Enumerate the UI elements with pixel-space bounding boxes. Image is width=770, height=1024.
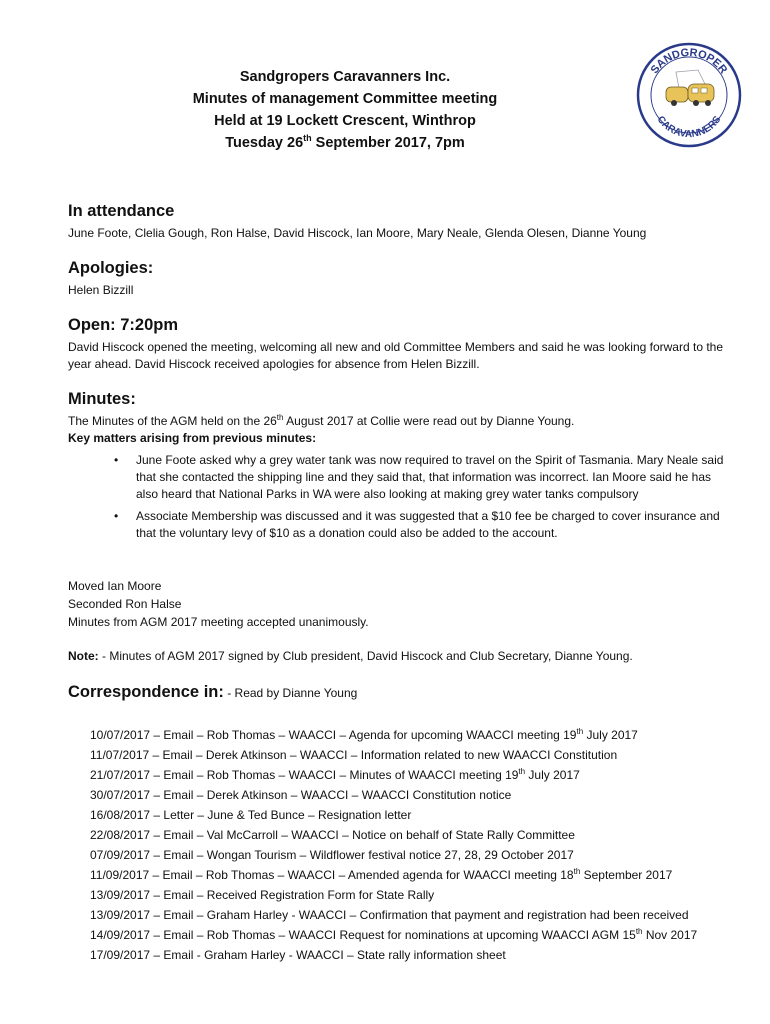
key-matters-label: Key matters arising from previous minutes: [68, 431, 317, 445]
meeting-title: Minutes of management Committee meeting [192, 91, 498, 107]
minutes-text: The Minutes of the AGM held on the 26th August 2017 at Collie were read out by Dianne Young. [68, 413, 575, 428]
apologies-heading: Apologies: [68, 259, 154, 277]
key-matters-list [68, 452, 728, 547]
list-item: 11/07/2017 – Email – Derek Atkinson – WAACCI – Information related to new WAACCI Constitution [90, 748, 618, 762]
meeting-location: Held at 19 Lockett Crescent, Winthrop [214, 113, 476, 129]
moved-by: Moved Ian Moore [68, 579, 162, 593]
list-item: 13/09/2017 – Email – Received Registration Form for State Rally [90, 888, 435, 902]
logo-top-text: SANDGROPER [648, 46, 730, 77]
list-item: 07/09/2017 – Email – Wongan Tourism – Wildflower festival notice 27, 28, 29 October 2017 [90, 848, 574, 862]
attendance-heading: In attendance [68, 202, 175, 220]
open-text: David Hiscock opened the meeting, welcoming all new and old Committee Members and said he was looking forward to the year ahead. David Hiscock received apologies for absence from Helen Bizzill. [68, 340, 724, 371]
organisation-name: Sandgropers Caravanners Inc. [239, 69, 451, 85]
minutes-accepted: Minutes from AGM 2017 meeting accepted unanimously. [68, 615, 369, 629]
correspondence-heading: Correspondence in: - Read by Dianne Young [68, 683, 358, 701]
meeting-date: Tuesday 26th September 2017, 7pm [225, 133, 465, 151]
minutes-note: Note: - Minutes of AGM 2017 signed by Club president, David Hiscock and Club Secretary, Dianne Young. [68, 649, 633, 663]
bullet-icon: • [114, 509, 119, 523]
club-logo [636, 42, 742, 148]
list-item: 14/09/2017 – Email – Rob Thomas – WAACCI Request for nominations at upcoming WAACCI AGM 15th Nov 2017 [90, 927, 698, 942]
logo-bottom-text: CARAVANNERS [654, 114, 724, 141]
correspondence-list [90, 725, 750, 965]
attendance-list: June Foote, Clelia Gough, Ron Halse, David Hiscock, Ian Moore, Mary Neale, Glenda Olesen, Dianne Young [68, 226, 647, 240]
list-item: 17/09/2017 – Email - Graham Harley - WAACCI – State rally information sheet [90, 948, 506, 962]
list-item: • June Foote asked why a grey water tank was now required to travel on the Spirit of Tasmania. Mary Neale said that she contacted the shipping line and they said that, that information was incorrect. Ian Moore said he has also heard that National Parks in WA were also looking at making grey water tanks compulsory [114, 453, 724, 501]
list-item: 22/08/2017 – Email – Val McCarroll – WAACCI – Notice on behalf of State Rally Committee [90, 828, 575, 842]
list-item: 21/07/2017 – Email – Rob Thomas – WAACCI – Minutes of WAACCI meeting 19th July 2017 [90, 767, 580, 782]
open-heading: Open: 7:20pm [68, 316, 179, 334]
minutes-heading: Minutes: [68, 390, 136, 408]
list-item: 16/08/2017 – Letter – June & Ted Bunce – Resignation letter [90, 808, 412, 822]
bullet-icon: • [114, 453, 119, 467]
apologies-text: Helen Bizzill [68, 283, 134, 297]
list-item: 11/09/2017 – Email – Rob Thomas – WAACCI – Amended agenda for WAACCI meeting 18th September 2017 [90, 867, 673, 882]
list-item: 10/07/2017 – Email – Rob Thomas – WAACCI – Agenda for upcoming WAACCI meeting 19th July 2017 [90, 727, 638, 742]
list-item: 13/09/2017 – Email – Graham Harley - WAACCI – Confirmation that payment and registration had been received [90, 908, 689, 922]
seconded-by: Seconded Ron Halse [68, 597, 182, 611]
list-item: 30/07/2017 – Email – Derek Atkinson – WAACCI – WAACCI Constitution notice [90, 788, 512, 802]
document-header [130, 66, 560, 154]
list-item: • Associate Membership was discussed and it was suggested that a $10 fee be charged to cover insurance and that the voluntary levy of $10 as a donation could also be added to the account. [114, 509, 720, 540]
